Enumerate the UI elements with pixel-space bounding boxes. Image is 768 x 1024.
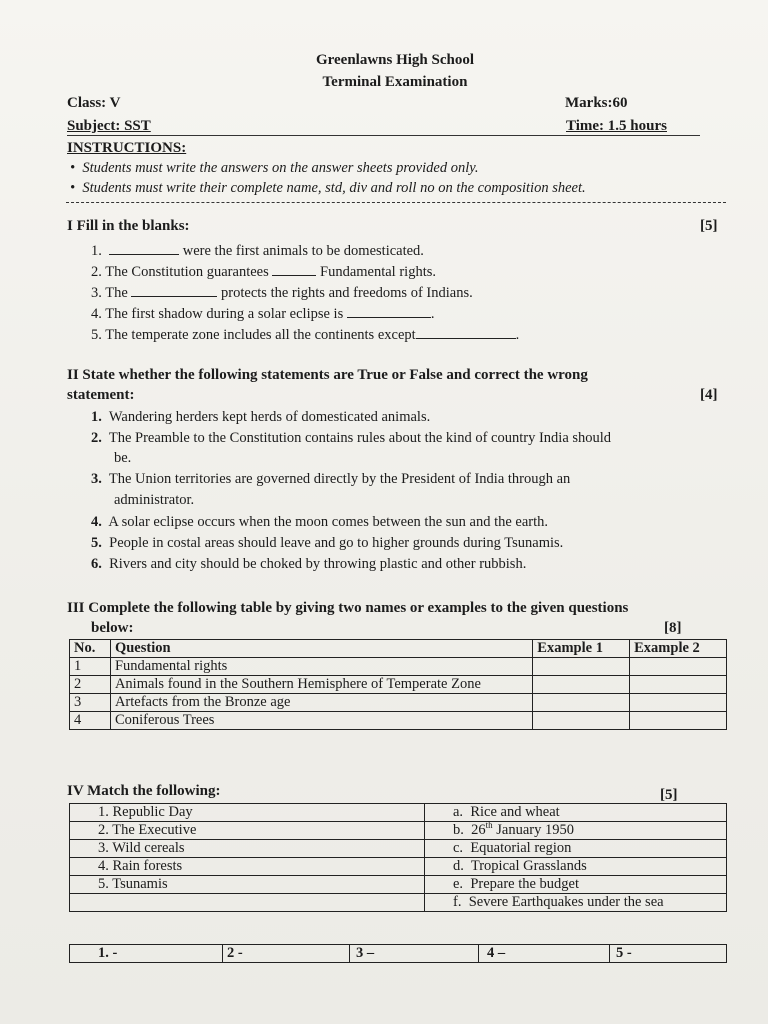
- header-rule: [67, 135, 700, 136]
- answer-strip: [69, 944, 727, 963]
- match-left-item: [70, 894, 425, 912]
- example2-cell[interactable]: [630, 694, 727, 712]
- example1-cell[interactable]: [533, 658, 630, 676]
- match-right-item: c. Equatorial region: [425, 840, 727, 858]
- answer-cell-5[interactable]: 5 -: [610, 945, 727, 963]
- section1-title: I Fill in the blanks:: [67, 218, 190, 234]
- example2-cell[interactable]: [630, 676, 727, 694]
- statement-item-cont: administrator.: [114, 492, 195, 508]
- exam-title: Terminal Examination: [322, 74, 468, 90]
- row-question: Artefacts from the Bronze age: [110, 694, 532, 712]
- row-number: 3: [70, 694, 111, 712]
- blank-item-4: 4. The first shadow during a solar eclipse is .: [91, 303, 434, 323]
- answer-blank[interactable]: [109, 240, 179, 255]
- answer-cell-4[interactable]: 4 –: [479, 945, 610, 963]
- match-row: [70, 822, 727, 840]
- match-right-item: a. Rice and wheat: [425, 804, 727, 822]
- marks-label: Marks:60: [565, 95, 628, 111]
- section3-title: III Complete the following table by giving two names or examples to the given questions: [67, 600, 629, 616]
- class-label: Class: V: [67, 95, 121, 111]
- row-question: Animals found in the Southern Hemisphere of Temperate Zone: [110, 676, 532, 694]
- match-right-item: f. Severe Earthquakes under the sea: [425, 894, 727, 912]
- answer-blank[interactable]: [272, 261, 316, 276]
- match-left-item: 5. Tsunamis: [70, 876, 425, 894]
- statement-item-cont: be.: [114, 450, 132, 466]
- row-question: Fundamental rights: [110, 658, 532, 676]
- match-right-item: d. Tropical Grasslands: [425, 858, 727, 876]
- match-left-item: 2. The Executive: [70, 822, 425, 840]
- statement-item: 4. A solar eclipse occurs when the moon comes between the sun and the earth.: [91, 514, 549, 530]
- match-left-item: 1. Republic Day: [70, 804, 425, 822]
- col-header-example1: Example 1: [533, 640, 630, 658]
- answer-blank[interactable]: [416, 324, 516, 339]
- blank-item-2: 2. The Constitution guarantees Fundamental rights.: [91, 261, 436, 281]
- section2-marks: [4]: [700, 387, 718, 403]
- match-right-item: b. 26th January 1950: [425, 822, 727, 840]
- answer-cell-2[interactable]: 2 -: [223, 945, 350, 963]
- example1-cell[interactable]: [533, 676, 630, 694]
- subject-label: Subject: SST: [67, 118, 151, 134]
- answer-blank[interactable]: [131, 282, 217, 297]
- blank-item-5: 5. The temperate zone includes all the continents except .: [91, 324, 519, 344]
- blank-item-3: 3. The protects the rights and freedoms of Indians.: [91, 282, 473, 302]
- col-header-question: Question: [110, 640, 532, 658]
- instructions-heading: INSTRUCTIONS:: [67, 140, 187, 156]
- answer-cell-3[interactable]: 3 –: [350, 945, 479, 963]
- section2-title-cont: statement:: [67, 387, 135, 403]
- row-number: 4: [70, 712, 111, 730]
- table-row: [70, 694, 727, 712]
- example2-cell[interactable]: [630, 712, 727, 730]
- match-row: [70, 858, 727, 876]
- statement-item: 5. People in costal areas should leave and go to higher grounds during Tsunamis.: [91, 535, 564, 551]
- match-row: [70, 876, 727, 894]
- blank-item-1: 1. were the first animals to be domesticated.: [91, 240, 424, 260]
- dashed-divider: [66, 202, 726, 203]
- example2-cell[interactable]: [630, 658, 727, 676]
- answer-cell-1[interactable]: 1. -: [70, 945, 223, 963]
- statement-item: 6. Rivers and city should be choked by throwing plastic and other rubbish.: [91, 556, 527, 572]
- section1-marks: [5]: [700, 218, 718, 234]
- example1-cell[interactable]: [533, 694, 630, 712]
- examples-table: [69, 639, 727, 730]
- section3-marks: [8]: [664, 620, 682, 636]
- section3-title-cont: below:: [91, 620, 134, 636]
- statement-item: 2. The Preamble to the Constitution contains rules about the kind of country India should: [91, 430, 612, 446]
- statement-item: 1. Wandering herders kept herds of domesticated animals.: [91, 409, 431, 425]
- col-header-example2: Example 2: [630, 640, 727, 658]
- match-row: [70, 894, 727, 912]
- row-number: 1: [70, 658, 111, 676]
- statement-item: 3. The Union territories are governed directly by the President of India through an: [91, 471, 571, 487]
- match-row: [70, 840, 727, 858]
- table-row: [70, 658, 727, 676]
- instruction-item: • Students must write their complete name, std, div and roll no on the composition sheet.: [70, 180, 586, 196]
- col-header-no: No.: [70, 640, 111, 658]
- table-row: [70, 676, 727, 694]
- instruction-item: • Students must write the answers on the answer sheets provided only.: [70, 160, 479, 176]
- answer-blank[interactable]: [347, 303, 431, 318]
- section2-title: II State whether the following statements are True or False and correct the wrong: [67, 367, 588, 383]
- section4-title: IV Match the following:: [67, 783, 221, 799]
- match-left-item: 4. Rain forests: [70, 858, 425, 876]
- example1-cell[interactable]: [533, 712, 630, 730]
- answer-row: [70, 945, 727, 963]
- match-row: [70, 804, 727, 822]
- match-left-item: 3. Wild cereals: [70, 840, 425, 858]
- time-label: Time: 1.5 hours: [566, 118, 667, 134]
- match-right-item: e. Prepare the budget: [425, 876, 727, 894]
- school-name: Greenlawns High School: [315, 52, 475, 68]
- match-table: [69, 803, 727, 912]
- table-row: [70, 712, 727, 730]
- row-number: 2: [70, 676, 111, 694]
- row-question: Coniferous Trees: [110, 712, 532, 730]
- section4-marks: [5]: [660, 787, 678, 803]
- table-header-row: [70, 640, 727, 658]
